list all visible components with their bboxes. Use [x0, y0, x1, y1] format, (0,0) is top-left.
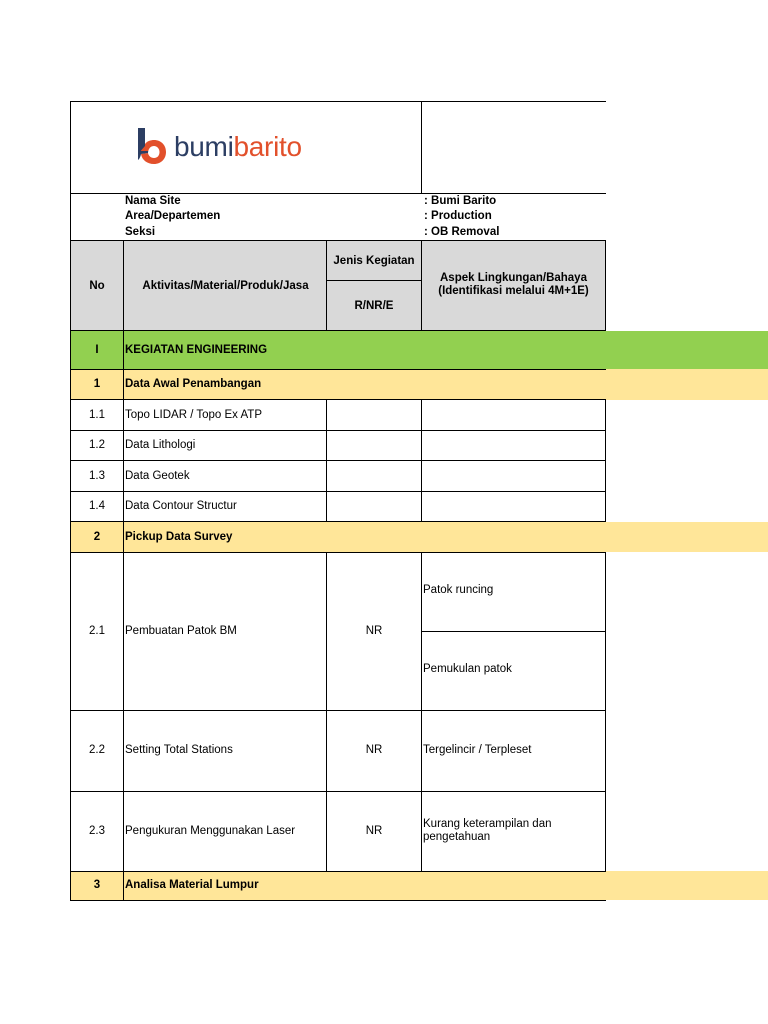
- item-aspek: Kurang keterampilan dan pengetahuan: [423, 818, 552, 843]
- section-no: I: [95, 343, 99, 356]
- header-activity: Aktivitas/Material/Produk/Jasa: [142, 279, 309, 292]
- group-no: 3: [93, 879, 101, 891]
- item-no: 2.3: [89, 824, 105, 837]
- item-jenis: NR: [365, 744, 383, 756]
- logo-text-barito: barito: [233, 131, 302, 162]
- info-value-area: : Production: [424, 210, 492, 222]
- item-no: 2.1: [89, 624, 105, 637]
- item-aspek: Patok runcing: [423, 583, 494, 596]
- info-value-site: : Bumi Barito: [424, 195, 497, 207]
- header-aspek-line2: (Identifikasi melalui 4M+1E): [438, 285, 589, 297]
- header-no: No: [89, 279, 105, 292]
- group-title: Pickup Data Survey: [125, 530, 233, 543]
- group-title: Analisa Material Lumpur: [125, 879, 259, 891]
- company-logo: [134, 126, 354, 170]
- item-activity: Topo LIDAR / Topo Ex ATP: [125, 408, 263, 421]
- item-aspek: Tergelincir / Terpleset: [423, 744, 532, 756]
- item-jenis: NR: [365, 824, 383, 837]
- header-jenis-subheader: R/NR/E: [354, 299, 394, 312]
- item-aspek: Pemukulan patok: [423, 663, 512, 675]
- logo-text-bumi: bumi: [174, 131, 234, 162]
- item-activity: Pengukuran Menggunakan Laser: [125, 824, 296, 837]
- info-label-site: Nama Site: [125, 195, 181, 207]
- info-label-seksi: Seksi: [125, 226, 156, 238]
- header-jenis-kegiatan: Jenis Kegiatan: [333, 254, 415, 267]
- header-aspek: [421, 272, 606, 298]
- item-no: 1.1: [89, 408, 105, 421]
- group-title: Data Awal Penambangan: [125, 378, 262, 390]
- item-no: 1.4: [89, 500, 105, 512]
- info-value-seksi: : OB Removal: [424, 226, 500, 238]
- item-no: 1.3: [89, 469, 105, 482]
- item-activity: Setting Total Stations: [125, 744, 233, 756]
- item-no: 2.2: [89, 744, 105, 756]
- item-activity: Pembuatan Patok BM: [125, 624, 237, 637]
- section-title: KEGIATAN ENGINEERING: [125, 343, 268, 356]
- group-no: 1: [93, 378, 101, 390]
- item-activity: Data Geotek: [125, 469, 190, 482]
- item-activity: Data Contour Structur: [125, 500, 237, 512]
- bumi-barito-b-logo-icon: [134, 126, 168, 166]
- header-aspek-line1: Aspek Lingkungan/Bahaya: [440, 272, 587, 284]
- item-jenis: NR: [365, 624, 383, 637]
- info-label-area: Area/Departemen: [125, 210, 221, 222]
- group-no: 2: [93, 530, 101, 543]
- item-no: 1.2: [89, 439, 105, 451]
- item-activity: Data Lithologi: [125, 439, 196, 451]
